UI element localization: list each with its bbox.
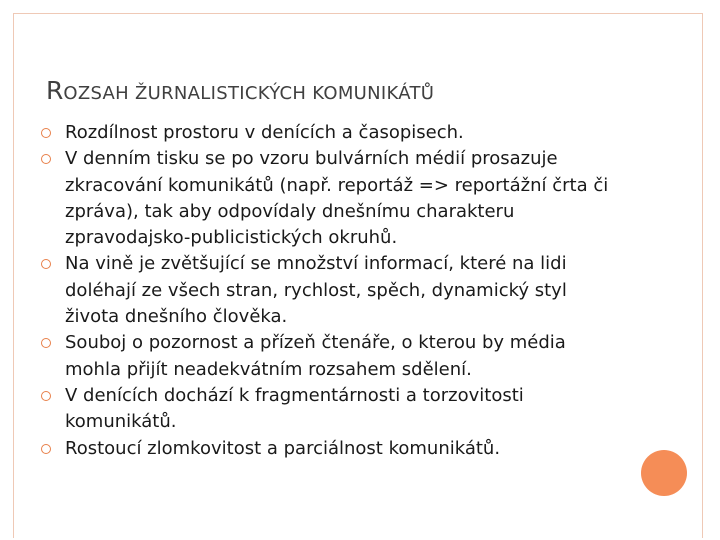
bullet-text: V denním tisku se po vzoru bulvárních médií prosazuje zkracování komunikátů (např. reportáž => reportážní črta či zpráva), tak aby odpovídaly dnešnímu charakteru zpravodajsko-publicistických okruhů. bbox=[65, 148, 609, 249]
circle-outline-icon bbox=[41, 259, 51, 269]
decorative-circle bbox=[641, 450, 687, 496]
bullet-text: Rostoucí zlomkovitost a parciálnost komunikátů. bbox=[65, 437, 501, 459]
bullet-text: Souboj o pozornost a přízeň čtenáře, o kterou by média mohla přijít neadekvátním rozsahem sdělení. bbox=[65, 332, 566, 380]
bullet-text: V denících dochází k fragmentárnosti a torzovitosti komunikátů. bbox=[65, 384, 524, 433]
circle-outline-icon bbox=[41, 154, 51, 164]
slide-title-first-letter: R bbox=[46, 76, 64, 105]
bullet-item bbox=[38, 383, 618, 436]
bullet-item bbox=[38, 251, 618, 330]
bullet-item bbox=[38, 436, 618, 462]
bullet-text: Rozdílnost prostoru v denících a časopisech. bbox=[65, 122, 464, 143]
bullet-text: Na vině je zvětšující se množství informací, které na lidi doléhají ze všech stran, rychlost, spěch, dynamický styl života dnešního člověka. bbox=[65, 253, 567, 328]
circle-outline-icon bbox=[41, 391, 51, 401]
slide-title bbox=[46, 76, 646, 109]
circle-outline-icon bbox=[41, 338, 51, 348]
circle-outline-icon bbox=[41, 444, 51, 454]
slide-title-rest: OZSAH ŽURNALISTICKÝCH KOMUNIKÁTŮ bbox=[63, 83, 435, 104]
circle-outline-icon bbox=[41, 128, 51, 138]
bullet-list bbox=[38, 120, 618, 462]
bullet-item bbox=[38, 146, 618, 251]
bullet-item bbox=[38, 120, 618, 146]
bullet-item bbox=[38, 330, 618, 383]
